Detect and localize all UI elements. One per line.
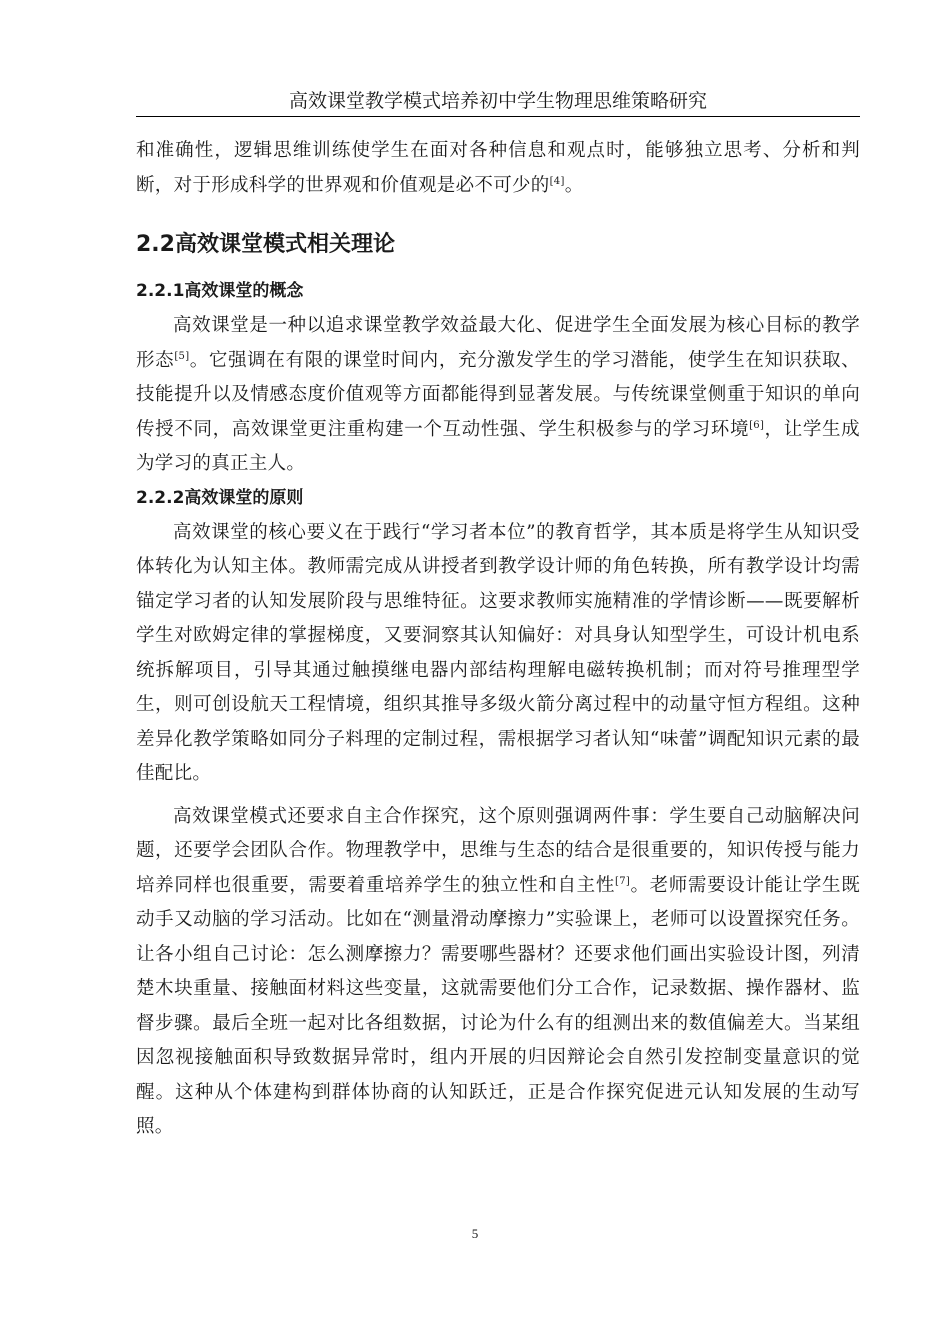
paragraph-principle-learner: 高效课堂的核心要义在于践行“学习者本位”的教育哲学，其本质是将学生从知识受体转化为认知主体。教师需完成从讲授者到教学设计师的角色转换，所有教学设计均需锚定学习者的认知发展阶段与思维特征。这要求教师实施精准的学情诊断——既要解析学生对欧姆定律的掌握梯度，又要洞察其认知偏好：对具身认知型学生，可设计机电系统拆解项目，引导其通过触摸继电器内部结构理解电磁转换机制；而对符号推理型学生，则可创设航天工程情境，组织其推导多级火箭分离过程中的动量守恒方程组。这种差异化教学策略如同分子料理的定制过程，需根据学习者认知“味蕾”调配知识元素的最佳配比。 xyxy=(136,521,860,784)
paragraph-concept xyxy=(136,309,860,482)
paragraph-continued xyxy=(136,134,860,203)
subsection-heading-2-2-1: 2.2.1高效课堂的概念 xyxy=(136,281,304,301)
paragraph-text: 。老师需要设计能让学生既动手又动脑的学习活动。比如在“测量滑动摩擦力”实验课上，老师可以设置探究任务。让各小组自己讨论：怎么测摩擦力？需要哪些器材？还要求他们画出实验设计图，列清楚木块重量、接触面材料这些变量，这就需要他们分工合作，记录数据、操作器材、监督步骤。最后全班一起对比各组数据，讨论为什么有的组测出来的数值偏差大。当某组因忽视接触面积导致数据异常时，组内开展的归因辩论会自然引发控制变量意识的觉醒。这种从个体建构到群体协商的认知跃迁，正是合作探究促进元认知发展的生动写照。 xyxy=(136,874,860,1137)
subsection-heading-2-2-2: 2.2.2高效课堂的原则 xyxy=(136,487,304,508)
running-header: 高效课堂教学模式培养初中学生物理思维策略研究 xyxy=(288,90,707,112)
citation-ref: [5] xyxy=(174,350,190,362)
paragraph-text: 高效课堂模式还要求自主合作探究，这个原则强调两件事：学生要自己动脑解决问题，还要学会团队合作。物理教学中，思维与生态的结合是很重要的，知识传授与能力培养同样也很重要，需要着重培养学生的独立性和自主性 xyxy=(136,805,860,896)
paragraph-gap xyxy=(136,792,860,800)
section-heading-2-2: 2.2高效课堂模式相关理论 xyxy=(136,232,395,257)
citation-ref: [7] xyxy=(615,875,631,887)
paragraph-text: ，让学生成为学习的真正主人。 xyxy=(136,418,860,474)
page-number: 5 xyxy=(471,1226,479,1241)
paragraph-text: 。它强调在有限的课堂时间内，充分激发学生的学习潜能，使学生在知识获取、技能提升以及情感态度价值观等方面都能得到显著发展。与传统课堂侧重于知识的单向传授不同，高效课堂更注重构建一个互动性强、学生积极参与的学习环境 xyxy=(136,349,860,440)
header-divider xyxy=(136,116,860,117)
paragraph-text: 。 xyxy=(564,174,584,196)
citation-ref: [6] xyxy=(749,419,765,431)
paragraph-text: 和准确性，逻辑思维训练使学生在面对各种信息和观点时，能够独立思考、分析和判断，对于形成科学的世界观和价值观是必不可少的 xyxy=(136,140,860,196)
paragraph-text: 高效课堂是一种以追求课堂教学效益最大化、促进学生全面发展为核心目标的教学形态 xyxy=(136,315,860,371)
citation-ref: [4] xyxy=(549,175,565,187)
paragraph-principle-cooperation xyxy=(136,800,860,1145)
page-body xyxy=(136,134,860,1145)
